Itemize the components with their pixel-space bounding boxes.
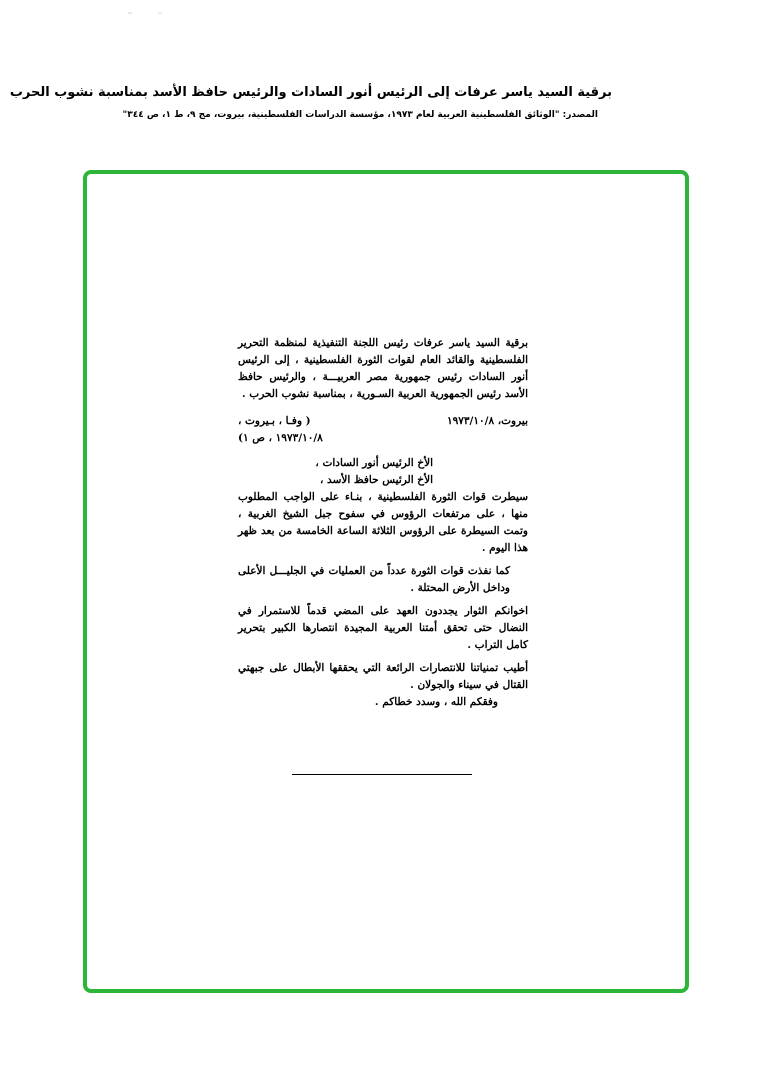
paragraph: سيطرت قوات الثورة الفلسطينية ، بنـاء على الواجب المطلوب منها ، على مرتفعات الرؤوس في سفوح جبل الشيخ الغربية ، وتمت السيطرة على الرؤوس الثلاثة الساعة الخامسة من بعد ظهر هذا اليوم . — [238, 491, 528, 554]
dateline-source-continued: ١٩٧٣/١٠/٨ ، ص ١) — [238, 432, 323, 444]
dateline-place: بيروت، ١٩٧٣/١٠/٨ — [446, 415, 528, 427]
horizontal-rule — [292, 774, 472, 775]
page-title: برقية السيد ياسر عرفات إلى الرئيس أنور السادات والرئيس حافظ الأسد بمناسبة نشوب الحرب — [9, 85, 612, 100]
salutation-sadat: الأخ الرئيس أنور السادات ، — [315, 457, 433, 469]
closing-line: وفقكم الله ، وسدد خطاكم . — [374, 696, 498, 708]
document-heading: برقية السيد ياسر عرفات رئيس اللجنة التنفيذية لمنظمة التحرير الفلسطينية والقائد العام لقوات الثورة الفلسطينية ، إلى الرئيس أنور السادات رئيس جمهورية مصر العربيـــة ، والرئيس حافظ الأسد رئيس الجمهورية العربية السـورية ، بمناسبة نشوب الحرب . — [238, 337, 528, 400]
dateline — [238, 413, 528, 430]
dateline-source: ( وفـا ، بـيروت ، — [238, 415, 311, 427]
paragraph: أطيب تمنياتنا للانتصارات الرائعة التي يحققها الأبطال على جبهتي القتال في سيناء والجولان . — [238, 662, 528, 691]
scan-artifact — [128, 12, 188, 14]
scanned-document — [238, 335, 528, 711]
salutation-assad: الأخ الرئيس حافظ الأسد ، — [320, 474, 433, 486]
paragraph: اخوانكم الثوار يجددون العهد على المضي قدماً للاستمرار في النضال حتى تحقق أمتنا العربية المجيدة انتصارها الكبير بتحرير كامل التراب . — [238, 605, 528, 651]
source-citation: المصدر: "الوثائق الفلسطينية العربية لعام ١٩٧٣، مؤسسة الدراسات الفلسطينية، بيروت، مج ٩، ط ١، ص ٣٤٤" — [122, 110, 598, 120]
paragraph: كما نفذت قوات الثورة عدداً من العمليات في الجليـــل الأعلى وداخل الأرض المحتلة . — [238, 565, 510, 594]
